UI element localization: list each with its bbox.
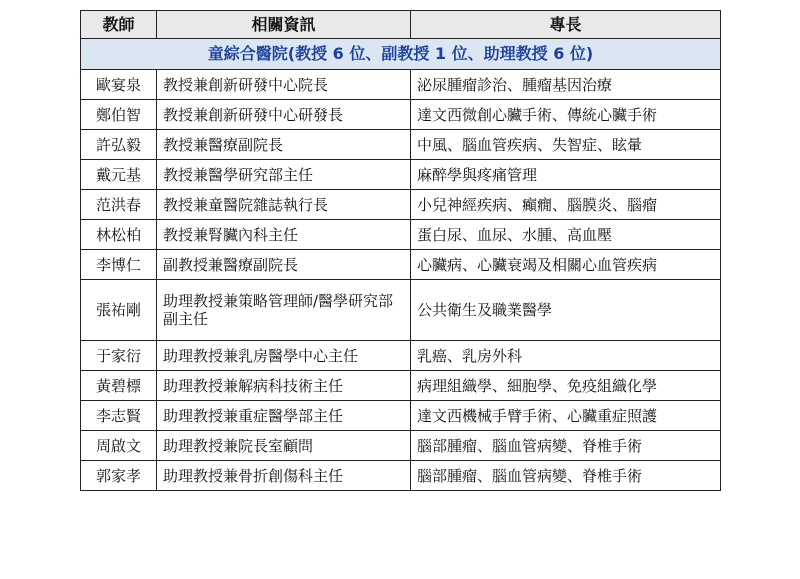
teacher-name: 黃碧標 bbox=[81, 371, 157, 401]
teacher-name: 戴元基 bbox=[81, 160, 157, 190]
teacher-name: 李博仁 bbox=[81, 250, 157, 280]
teacher-info: 副教授兼醫療副院長 bbox=[157, 250, 411, 280]
teacher-name: 郭家孝 bbox=[81, 461, 157, 491]
table-row bbox=[81, 190, 721, 220]
table-row bbox=[81, 250, 721, 280]
teacher-specialty: 小兒神經疾病、癲癇、腦膜炎、腦瘤 bbox=[411, 190, 721, 220]
teacher-name: 周啟文 bbox=[81, 431, 157, 461]
header-row bbox=[81, 11, 721, 39]
teacher-info: 助理教授兼重症醫學部主任 bbox=[157, 401, 411, 431]
table-row bbox=[81, 70, 721, 100]
teacher-name: 歐宴泉 bbox=[81, 70, 157, 100]
teacher-specialty: 達文西機械手臂手術、心臟重症照護 bbox=[411, 401, 721, 431]
teacher-specialty: 泌尿腫瘤診治、腫瘤基因治療 bbox=[411, 70, 721, 100]
table-row bbox=[81, 341, 721, 371]
teacher-info: 助理教授兼骨折創傷科主任 bbox=[157, 461, 411, 491]
teacher-name: 于家衍 bbox=[81, 341, 157, 371]
teacher-specialty: 乳癌、乳房外科 bbox=[411, 341, 721, 371]
teacher-specialty: 蛋白尿、血尿、水腫、高血壓 bbox=[411, 220, 721, 250]
teacher-info: 教授兼創新研發中心研發長 bbox=[157, 100, 411, 130]
teacher-name: 李志賢 bbox=[81, 401, 157, 431]
header-specialty: 專長 bbox=[411, 11, 721, 39]
teacher-name: 張祐剛 bbox=[81, 280, 157, 341]
teacher-specialty: 公共衛生及職業醫學 bbox=[411, 280, 721, 341]
table-row bbox=[81, 130, 721, 160]
table-row bbox=[81, 280, 721, 341]
teacher-specialty: 心臟病、心臟衰竭及相關心血管疾病 bbox=[411, 250, 721, 280]
teacher-specialty: 麻醉學與疼痛管理 bbox=[411, 160, 721, 190]
teacher-specialty: 腦部腫瘤、腦血管病變、脊椎手術 bbox=[411, 431, 721, 461]
teacher-specialty: 病理組織學、細胞學、免疫組織化學 bbox=[411, 371, 721, 401]
table-row bbox=[81, 461, 721, 491]
teacher-info: 教授兼腎臟內科主任 bbox=[157, 220, 411, 250]
section-title: 童綜合醫院(教授 6 位、副教授 1 位、助理教授 6 位) bbox=[81, 39, 721, 70]
table-row bbox=[81, 371, 721, 401]
teacher-info: 助理教授兼院長室顧問 bbox=[157, 431, 411, 461]
teacher-specialty: 腦部腫瘤、腦血管病變、脊椎手術 bbox=[411, 461, 721, 491]
teacher-name: 許弘毅 bbox=[81, 130, 157, 160]
teacher-specialty: 達文西微創心臟手術、傳統心臟手術 bbox=[411, 100, 721, 130]
teacher-info: 教授兼童醫院雜誌執行長 bbox=[157, 190, 411, 220]
section-row bbox=[81, 39, 721, 70]
teacher-info: 助理教授兼乳房醫學中心主任 bbox=[157, 341, 411, 371]
teacher-info: 教授兼醫療副院長 bbox=[157, 130, 411, 160]
teacher-info: 教授兼醫學研究部主任 bbox=[157, 160, 411, 190]
table-row bbox=[81, 401, 721, 431]
table-row bbox=[81, 100, 721, 130]
teacher-info: 助理教授兼策略管理師/醫學研究部副主任 bbox=[157, 280, 411, 341]
teacher-name: 范洪春 bbox=[81, 190, 157, 220]
teacher-info: 教授兼創新研發中心院長 bbox=[157, 70, 411, 100]
teacher-info: 助理教授兼解病科技術主任 bbox=[157, 371, 411, 401]
teacher-specialty: 中風、腦血管疾病、失智症、眩暈 bbox=[411, 130, 721, 160]
table-row bbox=[81, 220, 721, 250]
table-row bbox=[81, 160, 721, 190]
table-row bbox=[81, 431, 721, 461]
header-teacher: 教師 bbox=[81, 11, 157, 39]
faculty-table bbox=[80, 10, 721, 491]
teacher-name: 林松柏 bbox=[81, 220, 157, 250]
header-info: 相關資訊 bbox=[157, 11, 411, 39]
teacher-name: 鄭伯智 bbox=[81, 100, 157, 130]
